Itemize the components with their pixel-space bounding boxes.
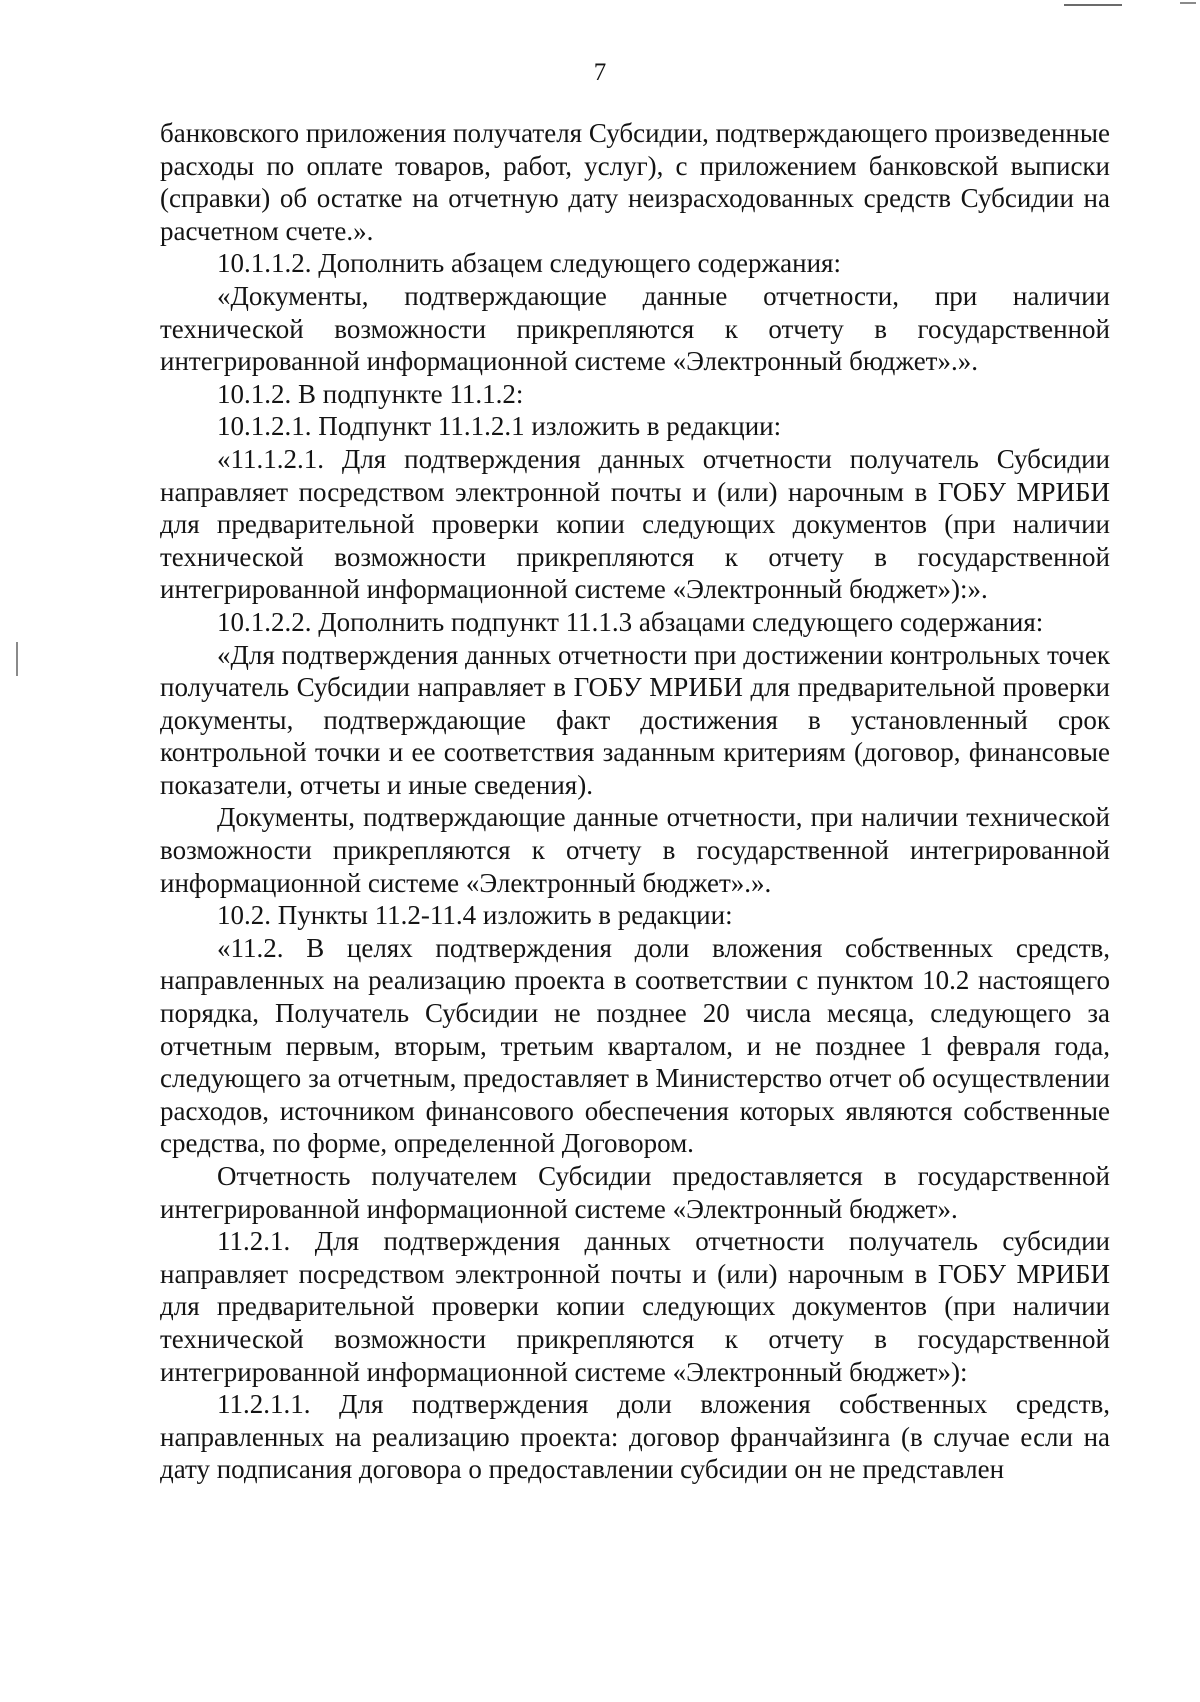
paragraph: «Документы, подтверждающие данные отчетности, при наличии технической возможности прикрепляются к отчету в государственной интегрированной информационной системе «Электронный бюджет».». [160, 280, 1110, 377]
paragraph: «11.2. В целях подтверждения доли вложения собственных средств, направленных на реализацию проекта в соответствии с пунктом 10.2 настоящего порядка, Получатель Субсидии не позднее 20 числа месяца, следующего за отчетным первым, вторым, третьим кварталом, и не позднее 1 февраля года, следующего за отчетным, предоставляет в Министерство отчет об осуществлении расходов, источником финансового обеспечения которых являются собственные средства, по форме, определенной Договором. [160, 932, 1110, 1159]
paragraph: «11.1.2.1. Для подтверждения данных отчетности получатель Субсидии направляет посредством электронной почты и (или) нарочным в ГОБУ МРИБИ для предварительной проверки копии следующих документов (при наличии технической возможности прикрепляются к отчету в государственной интегрированной информационной системе «Электронный бюджет»):». [160, 443, 1110, 605]
paragraph: «Для подтверждения данных отчетности при достижении контрольных точек получатель Субсидии направляет в ГОБУ МРИБИ для предварительной проверки документы, подтверждающие факт достижения в установленный срок контрольной точки и ее соответствия заданным критериям (договор, финансовые показатели, отчеты и иные сведения). [160, 639, 1110, 800]
scan-mark-top [1064, 4, 1122, 6]
scan-mark-left [16, 642, 18, 676]
page-number: 7 [593, 59, 607, 86]
paragraph: 10.1.2.2. Дополнить подпункт 11.1.3 абзацами следующего содержания: [217, 606, 1044, 637]
scan-mark-top-right [1180, 2, 1196, 4]
paragraph: 11.2.1. Для подтверждения данных отчетности получатель субсидии направляет посредством электронной почты и (или) нарочным в ГОБУ МРИБИ для предварительной проверки копии следующих документов (при наличии технической возможности прикрепляются к отчету в государственной интегрированной информационной системе «Электронный бюджет»): [160, 1226, 1110, 1387]
paragraph: Документы, подтверждающие данные отчетности, при наличии технической возможности прикрепляются к отчету в государственной интегрированной информационной системе «Электронный бюджет».». [160, 802, 1110, 898]
paragraph: 10.1.2.1. Подпункт 11.1.2.1 изложить в редакции: [217, 411, 782, 442]
paragraph: Отчетность получателем Субсидии предоставляется в государственной интегрированной информационной системе «Электронный бюджет». [160, 1161, 1110, 1224]
paragraph: 10.1.1.2. Дополнить абзацем следующего содержания: [217, 248, 841, 279]
document-body [160, 117, 1110, 1486]
paragraph: 11.2.1.1. Для подтверждения доли вложения собственных средств, направленных на реализацию проекта: договор франчайзинга (в случае если на дату подписания договора о предоставлении субсидии он не представлен [160, 1389, 1110, 1485]
paragraph: 10.2. Пункты 11.2-11.4 изложить в редакции: [217, 900, 733, 931]
paragraph: 10.1.2. В подпункте 11.1.2: [217, 378, 524, 409]
paragraph-continuation: банковского приложения получателя Субсидии, подтверждающего произведенные расходы по оплате товаров, работ, услуг), с приложением банковской выписки (справки) об остатке на отчетную дату неизрасходованных средств Субсидии на расчетном счете.». [160, 118, 1110, 246]
